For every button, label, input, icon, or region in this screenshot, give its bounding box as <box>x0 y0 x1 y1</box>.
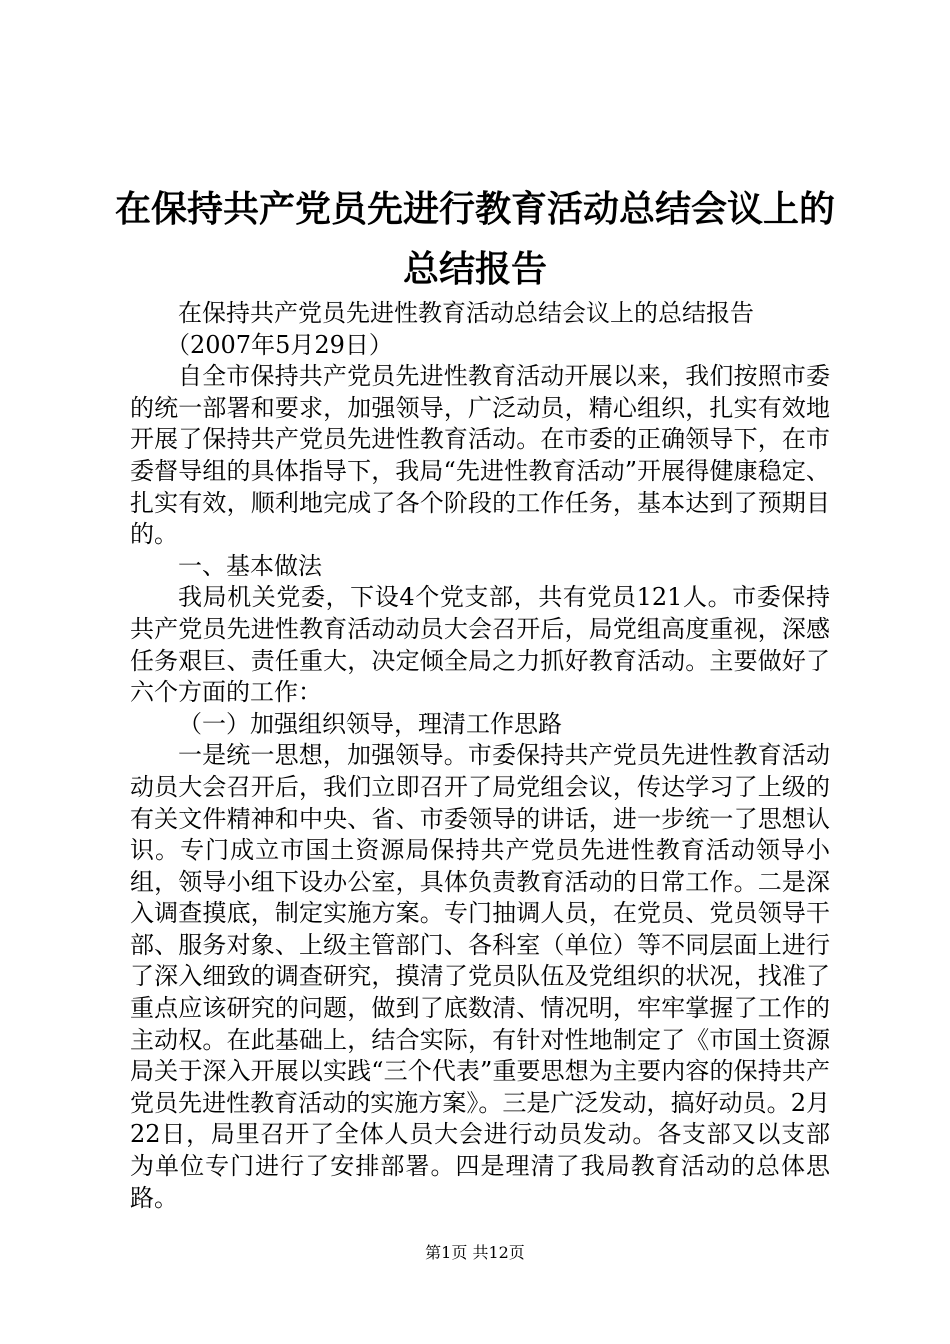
body-paragraph: 我局机关党委，下设4个党支部，共有党员121人。市委保持共产党员先进性教育活动动员大会召开后，局党组高度重视，深感任务艰巨、责任重大，决定倾全局之力抓好教育活动。主要做好了六个方面的工作： <box>130 583 830 707</box>
subtitle-paragraph: 在保持共产党员先进性教育活动总结会议上的总结报告 <box>178 299 754 327</box>
document-title-line1: 在保持共产党员先进行教育活动总结会议上的 <box>114 189 835 230</box>
page-footer: 第1页 共12页 <box>425 1243 525 1262</box>
document-body <box>130 298 830 1214</box>
date-paragraph: （2007年5月29日） <box>166 330 393 359</box>
subsection-heading: （一）加强组织领导，理清工作思路 <box>178 709 562 738</box>
intro-paragraph: 自全市保持共产党员先进性教育活动开展以来，我们按照市委的统一部署和要求，加强领导，广泛动员，精心组织，扎实有效地开展了保持共产党员先进性教育活动。在市委的正确领导下，在市委督导组的具体指导下，我局“先进性教育活动”开展得健康稳定、扎实有效，顺利地完成了各个阶段的工作任务，基本达到了预期目的。 <box>130 362 830 549</box>
document-title-line2: 总结报告 <box>402 249 547 290</box>
section-heading: 一、基本做法 <box>178 551 322 580</box>
body-paragraph: 一是统一思想，加强领导。市委保持共产党员先进性教育活动动员大会召开后，我们立即召开了局党组会议，传达学习了上级的有关文件精神和中央、省、市委领导的讲话，进一步统一了思想认识。专门成立市国土资源局保持共产党员先进性教育活动领导小组，领导小组下设办公室，具体负责教育活动的日常工作。二是深入调查摸底，制定实施方案。专门抽调人员，在党员、党员领导干部、服务对象、上级主管部门、各科室（单位）等不同层面上进行了深入细致的调查研究，摸清了党员队伍及党组织的状况，找准了重点应该研究的问题，做到了底数清、情况明，牢牢掌握了工作的主动权。在此基础上，结合实际，有针对性地制定了《市国土资源局关于深入开展以实践“三个代表”重要思想为主要内容的保持共产党员先进性教育活动的实施方案》。三是广泛发动，搞好动员。2月22日，局里召开了全体人员大会进行动员发动。各支部又以支部为单位专门进行了安排部署。四是理清了我局教育活动的总体思路。 <box>130 741 830 1212</box>
